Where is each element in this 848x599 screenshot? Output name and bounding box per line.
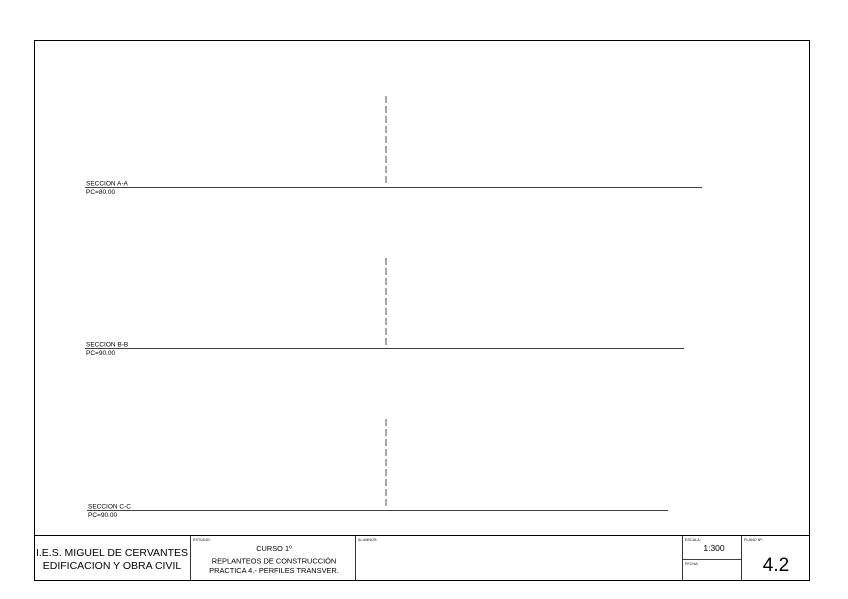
course-name: CURSO 1º (256, 544, 292, 553)
scale-value: 1:300 (703, 543, 725, 553)
plano-label: PLANO Nº: (744, 538, 763, 542)
estudio-label: ESTUDIO: (193, 538, 211, 542)
section-b-reference-elevation: PC=90.00 (86, 350, 116, 357)
section-c-profile (87, 419, 668, 519)
fecha-label: FECHA: (685, 562, 699, 566)
study-title: REPLANTEOS DE CONSTRUCCIÓN (211, 556, 337, 566)
school-department: EDIFICACION Y OBRA CIVIL (42, 560, 182, 572)
alumno-label: ALUMNOS: (358, 538, 378, 542)
school-name: I.E.S. MIGUEL DE CERVANTES (35, 547, 189, 559)
section-c-label: SECCION C-C (88, 503, 131, 511)
section-c-reference-elevation: PC=90.00 (88, 512, 118, 519)
sheet-border (35, 41, 810, 581)
title-block (35, 536, 810, 581)
escala-label: ESCALA: (685, 538, 701, 542)
section-b-profile (85, 258, 684, 357)
section-b-label: SECCION B-B (86, 341, 129, 349)
section-a-reference-elevation: PC=80.00 (86, 189, 116, 196)
section-a-label: SECCION A-A (86, 180, 128, 188)
study-subtitle: PRACTICA 4.- PERFILES TRANSVER. (209, 566, 339, 575)
plano-number: 4.2 (762, 555, 790, 576)
section-a-profile (85, 96, 702, 196)
